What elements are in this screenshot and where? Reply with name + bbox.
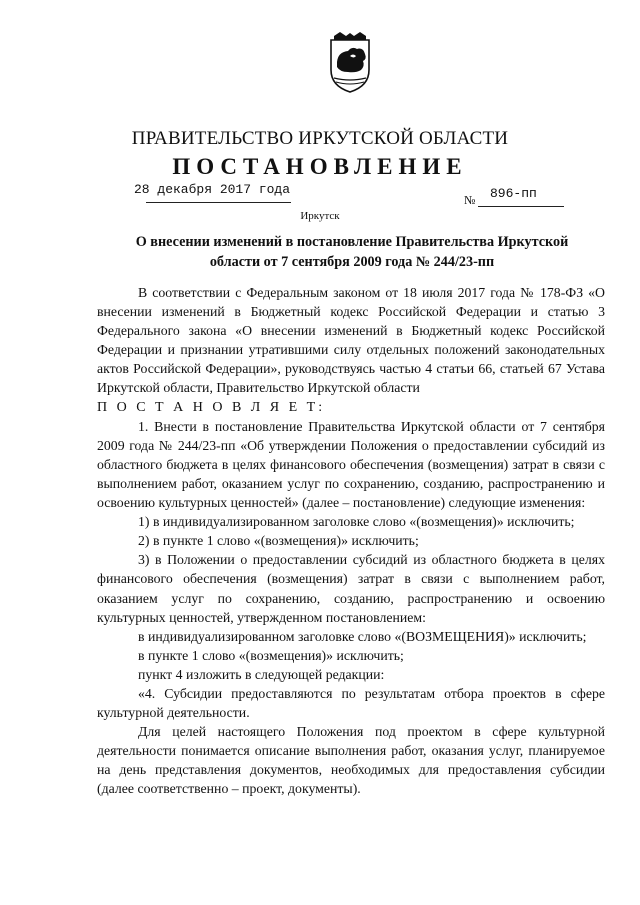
irkutsk-coat-of-arms-icon [326,32,374,94]
body-paragraph: в пункте 1 слово «(возмещения)» исключить; [138,647,404,663]
body-paragraph: 2) в пункте 1 слово «(возмещения)» исключить; [138,533,419,549]
document-subject: О внесении изменений в постановление Правительства Иркутской области от 7 сентября 2009 года № 244/23-пп [135,234,569,270]
body-paragraph: 1) в индивидуализированном заголовке слово «(возмещения)» исключить; [138,514,575,530]
document-number: 896-пп [490,186,537,201]
city-name: Иркутск [300,210,340,222]
body-paragraph: пункт 4 изложить в следующей редакции: [138,666,385,682]
document-type: ПОСТАНОВЛЕНИЕ [172,154,468,179]
number-underline [478,206,564,207]
document-body [97,283,605,799]
government-name: ПРАВИТЕЛЬСТВО ИРКУТСКОЙ ОБЛАСТИ [131,128,509,149]
number-sign: № [464,193,476,207]
document-date: 28 декабря 2017 года [134,182,291,197]
preamble-paragraph: В соответствии с Федеральным законом от 18 июля 2017 года № 178-ФЗ «О внесении изменений в Бюджетный кодекс Российской Федерации и статью 3 Федерального закона «О внесении изменений в Бюджетный кодекс Российской Федерации и признании утратившими силу отдельных положений законодательных актов Российской Федерации», руководствуясь частью 4 статьи 66, статьей 67 Устава Иркутской области, Правительство Иркутской области [97,285,605,396]
body-paragraph: 3) в Положении о предоставлении субсидий из областного бюджета в целях финансового обеспечения (возмещения) затрат в связи с выполнением работ, оказанием услуг по сохранению, созданию, распространению и освоению культурных ценностей, утвержденном постановлением: [97,552,605,625]
body-paragraph: «4. Субсидии предоставляются по результатам отбора проектов в сфере культурной деятельности. [97,685,605,721]
body-paragraph: Для целей настоящего Положения под проектом в сфере культурной деятельности понимается описание выполнения работ, оказания услуг, планируемое на день представления документов, необходимых для предоставления субсидии (далее соответственно – проект, документы). [97,724,605,797]
resolves-heading: П О С Т А Н О В Л Я Е Т: [97,399,326,415]
body-paragraph: 1. Внести в постановление Правительства Иркутской области от 7 сентября 2009 года № 244/23-пп «Об утверждении Положения о предоставлении субсидий из областного бюджета в целях финансового обеспечения (возмещения) затрат в связи с выполнением работ, оказанием услуг по сохранению, созданию, распространению и освоению культурных ценностей» (далее – постановление) следующие изменения: [97,418,605,511]
date-underline [146,202,291,203]
body-paragraph: в индивидуализированном заголовке слово «(ВОЗМЕЩЕНИЯ)» исключить; [138,628,587,644]
